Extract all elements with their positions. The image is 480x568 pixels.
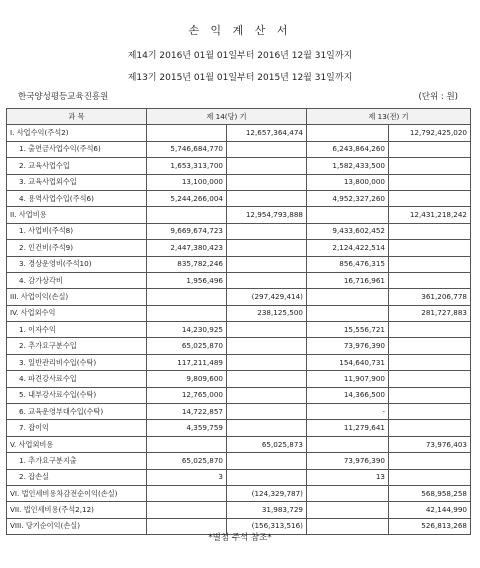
current-total-amount: 238,125,500 [227, 305, 307, 321]
table-row [7, 502, 471, 518]
current-detail-amount: 835,782,246 [147, 256, 227, 272]
current-detail-amount: 9,669,674,723 [147, 223, 227, 239]
prior-total-amount [389, 223, 471, 239]
current-detail-amount: 12,765,000 [147, 387, 227, 403]
table-header-row [7, 109, 471, 125]
prior-total-amount [389, 387, 471, 403]
current-total-amount: 12,657,364,474 [227, 125, 307, 141]
current-total-amount: (124,329,787) [227, 485, 307, 501]
table-row [7, 158, 471, 174]
current-period-header: 제 14(당) 기 [147, 109, 307, 125]
current-total-amount: 12,954,793,888 [227, 207, 307, 223]
prior-total-amount [389, 354, 471, 370]
table-row [7, 354, 471, 370]
table-row [7, 453, 471, 469]
current-detail-amount: 3 [147, 469, 227, 485]
prior-detail-amount [307, 485, 389, 501]
current-total-amount: (297,429,414) [227, 289, 307, 305]
account-label: 1. 이자수익 [7, 322, 147, 338]
table-row [7, 387, 471, 403]
current-detail-amount: 13,100,000 [147, 174, 227, 190]
current-detail-amount: 14,722,857 [147, 404, 227, 420]
account-label: VIII. 당기순이익(손실) [7, 518, 147, 534]
account-label: II. 사업비용 [7, 207, 147, 223]
prior-detail-amount [307, 502, 389, 518]
current-detail-amount: 65,025,870 [147, 453, 227, 469]
account-label: 1. 사업비(주석8) [7, 223, 147, 239]
current-detail-amount [147, 502, 227, 518]
current-detail-amount: 9,809,600 [147, 371, 227, 387]
current-total-amount [227, 240, 307, 256]
table-row [7, 256, 471, 272]
table-row [7, 305, 471, 321]
account-label: 2. 추가요구분수입 [7, 338, 147, 354]
current-total-amount [227, 190, 307, 206]
prior-total-amount [389, 174, 471, 190]
table-row [7, 174, 471, 190]
prior-detail-amount [307, 305, 389, 321]
prior-detail-amount [307, 289, 389, 305]
current-detail-amount [147, 436, 227, 452]
prior-detail-amount: 15,556,721 [307, 322, 389, 338]
table-row [7, 207, 471, 223]
table-row [7, 371, 471, 387]
table-row [7, 272, 471, 288]
prior-total-amount: 42,144,990 [389, 502, 471, 518]
table-row [7, 141, 471, 157]
account-label: 3. 일반관리비수입(수탁) [7, 354, 147, 370]
current-total-amount [227, 420, 307, 436]
organization-name: 한국양성평등교육진흥원 [18, 92, 109, 102]
table-row [7, 240, 471, 256]
account-label: 2. 잡손실 [7, 469, 147, 485]
account-label: 6. 교육운영부대수입(수탁) [7, 404, 147, 420]
prior-detail-amount [307, 125, 389, 141]
current-total-amount [227, 322, 307, 338]
account-label: 4. 파견강사료수입 [7, 371, 147, 387]
account-label: I. 사업수익(주석2) [7, 125, 147, 141]
account-label: V. 사업외비용 [7, 436, 147, 452]
account-label: 3. 경상운영비(주석10) [7, 256, 147, 272]
current-total-amount [227, 272, 307, 288]
table-row [7, 223, 471, 239]
account-label: 7. 잡이익 [7, 420, 147, 436]
prior-total-amount [389, 190, 471, 206]
prior-total-amount [389, 420, 471, 436]
current-detail-amount: 5,244,266,004 [147, 190, 227, 206]
prior-detail-amount: 11,279,641 [307, 420, 389, 436]
current-detail-amount: 4,359,759 [147, 420, 227, 436]
current-detail-amount: 65,025,870 [147, 338, 227, 354]
table-row [7, 190, 471, 206]
current-detail-amount: 2,447,380,423 [147, 240, 227, 256]
prior-total-amount [389, 272, 471, 288]
prior-total-amount: 12,431,218,242 [389, 207, 471, 223]
account-label: 5. 내부강사료수입(수탁) [7, 387, 147, 403]
current-total-amount [227, 469, 307, 485]
prior-total-amount: 526,813,268 [389, 518, 471, 534]
prior-detail-amount [307, 207, 389, 223]
income-statement-table [6, 108, 471, 535]
current-detail-amount: 117,211,489 [147, 354, 227, 370]
subject-header: 과 목 [7, 109, 147, 125]
prior-total-amount: 73,976,403 [389, 436, 471, 452]
prior-detail-amount: 13,800,000 [307, 174, 389, 190]
prior-total-amount [389, 158, 471, 174]
current-detail-amount: 5,746,684,770 [147, 141, 227, 157]
prior-detail-amount: 856,476,315 [307, 256, 389, 272]
current-detail-amount: 1,956,496 [147, 272, 227, 288]
current-total-amount: 65,025,873 [227, 436, 307, 452]
table-row [7, 420, 471, 436]
prior-detail-amount: 1,582,433,500 [307, 158, 389, 174]
table-row [7, 469, 471, 485]
prior-detail-amount: 13 [307, 469, 389, 485]
table-row [7, 485, 471, 501]
current-detail-amount [147, 289, 227, 305]
current-total-amount [227, 141, 307, 157]
account-label: III. 사업이익(손실) [7, 289, 147, 305]
prior-total-amount: 281,727,883 [389, 305, 471, 321]
current-detail-amount: 1,653,313,700 [147, 158, 227, 174]
prior-detail-amount: - [307, 404, 389, 420]
prior-period-header: 제 13(전) 기 [307, 109, 471, 125]
current-total-amount [227, 174, 307, 190]
current-total-amount [227, 354, 307, 370]
current-total-amount [227, 158, 307, 174]
footnote: *별첨 주석 참조* [208, 533, 272, 543]
prior-total-amount: 361,206,778 [389, 289, 471, 305]
prior-total-amount [389, 256, 471, 272]
prior-total-amount [389, 404, 471, 420]
prior-detail-amount: 2,124,422,514 [307, 240, 389, 256]
prior-total-amount [389, 322, 471, 338]
current-detail-amount [147, 125, 227, 141]
prior-total-amount [389, 371, 471, 387]
prior-period: 제13기 2015년 01월 01일부터 2015년 12월 31일까지 [127, 73, 353, 83]
table-row [7, 125, 471, 141]
current-total-amount: 31,983,729 [227, 502, 307, 518]
account-label: VII. 법인세비용(주석2,12) [7, 502, 147, 518]
prior-detail-amount: 73,976,390 [307, 453, 389, 469]
prior-total-amount [389, 453, 471, 469]
table-row [7, 436, 471, 452]
prior-detail-amount: 11,907,900 [307, 371, 389, 387]
prior-total-amount: 12,792,425,020 [389, 125, 471, 141]
account-label: VI. 법인세비용차감전순이익(손실) [7, 485, 147, 501]
table-row [7, 289, 471, 305]
table-row [7, 404, 471, 420]
account-label: 4. 용역사업수입(주석6) [7, 190, 147, 206]
prior-detail-amount: 4,952,327,260 [307, 190, 389, 206]
current-total-amount [227, 338, 307, 354]
prior-detail-amount: 9,433,602,452 [307, 223, 389, 239]
prior-detail-amount: 73,976,390 [307, 338, 389, 354]
statement-title: 손 익 계 산 서 [188, 24, 292, 37]
account-label: 3. 교육사업외수입 [7, 174, 147, 190]
current-total-amount [227, 404, 307, 420]
account-label: 2. 인건비(주석9) [7, 240, 147, 256]
current-detail-amount [147, 485, 227, 501]
prior-total-amount [389, 469, 471, 485]
current-detail-amount: 14,230,925 [147, 322, 227, 338]
current-total-amount [227, 371, 307, 387]
account-label: IV. 사업외수익 [7, 305, 147, 321]
current-detail-amount [147, 305, 227, 321]
current-total-amount [227, 256, 307, 272]
currency-unit: (단위 : 원) [418, 92, 458, 102]
prior-detail-amount [307, 436, 389, 452]
account-label: 4. 감가상각비 [7, 272, 147, 288]
current-total-amount [227, 453, 307, 469]
current-total-amount [227, 223, 307, 239]
prior-total-amount [389, 240, 471, 256]
account-label: 1. 출연금사업수익(주석6) [7, 141, 147, 157]
account-label: 2. 교육사업수입 [7, 158, 147, 174]
current-period: 제14기 2016년 01월 01일부터 2016년 12월 31일까지 [127, 51, 353, 61]
account-label: 1. 추가요구분지출 [7, 453, 147, 469]
prior-detail-amount: 154,640,731 [307, 354, 389, 370]
prior-total-amount: 568,958,258 [389, 485, 471, 501]
prior-detail-amount: 6,243,864,260 [307, 141, 389, 157]
prior-total-amount [389, 338, 471, 354]
table-row [7, 322, 471, 338]
prior-detail-amount: 16,716,961 [307, 272, 389, 288]
current-total-amount [227, 387, 307, 403]
current-total-amount: (156,313,516) [227, 518, 307, 534]
prior-total-amount [389, 141, 471, 157]
table-row [7, 338, 471, 354]
prior-detail-amount: 14,366,500 [307, 387, 389, 403]
current-detail-amount [147, 207, 227, 223]
